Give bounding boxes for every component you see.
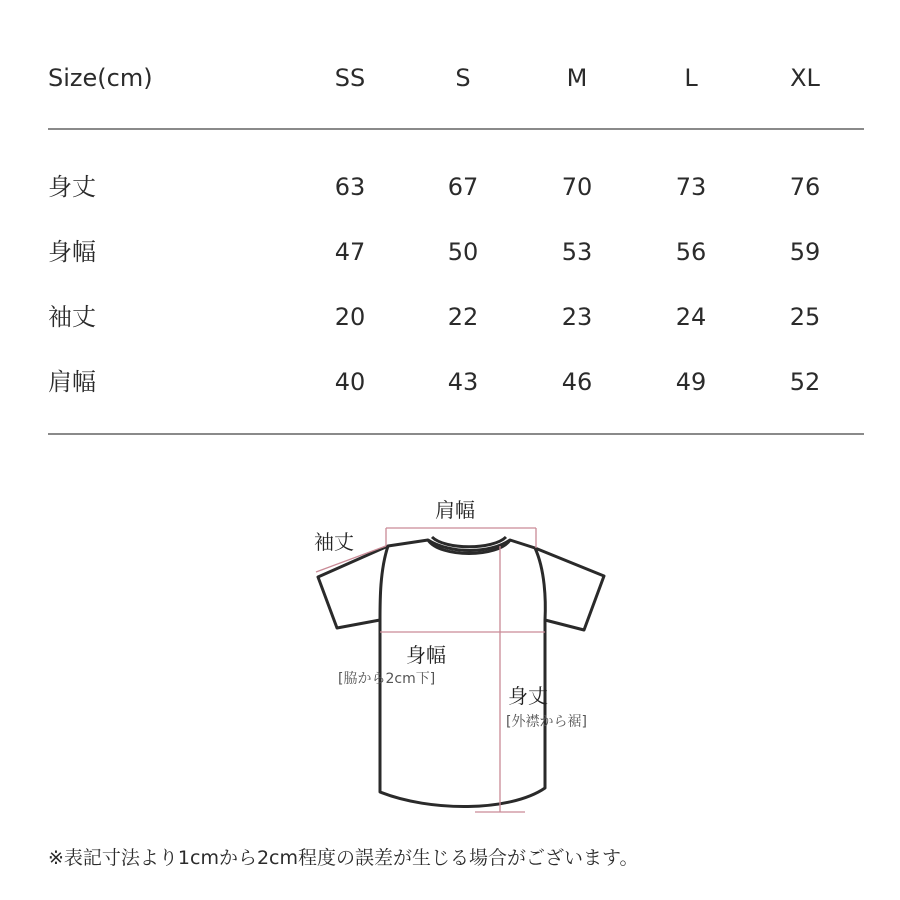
table-cell: 25 (789, 303, 821, 331)
table-cell: 70 (561, 173, 593, 201)
table-cell: 43 (447, 368, 479, 396)
table-cell: 47 (334, 238, 366, 266)
tshirt-measurement-diagram (300, 490, 630, 830)
table-bottom-divider (48, 433, 864, 435)
row-label-sleeve-length: 袖丈 (48, 303, 96, 331)
table-cell: 59 (789, 238, 821, 266)
size-header-m: M (566, 64, 588, 92)
size-header-l: L (684, 64, 698, 92)
size-header-xl: XL (790, 64, 820, 92)
left-sleeve-seam (380, 546, 388, 620)
measurement-disclaimer: ※表記寸法より1cmから2cm程度の誤差が生じる場合がございます。 (48, 847, 639, 869)
table-cell: 76 (789, 173, 821, 201)
header-divider (48, 128, 864, 130)
table-cell: 49 (675, 368, 707, 396)
size-header-label: Size(cm) (48, 64, 153, 92)
diagram-note-length: [外襟から裾] (506, 714, 587, 730)
table-cell: 40 (334, 368, 366, 396)
diagram-note-width: [脇から2cm下] (338, 671, 436, 687)
table-cell: 23 (561, 303, 593, 331)
table-cell: 20 (334, 303, 366, 331)
row-label-body-width: 身幅 (48, 238, 96, 266)
right-sleeve-seam (535, 548, 545, 620)
table-cell: 56 (675, 238, 707, 266)
table-cell: 50 (447, 238, 479, 266)
row-label-shoulder-width: 肩幅 (48, 368, 96, 396)
table-cell: 63 (334, 173, 366, 201)
table-cell: 67 (447, 173, 479, 201)
size-header-ss: SS (334, 64, 366, 92)
table-cell: 46 (561, 368, 593, 396)
diagram-label-width: 身幅 (406, 643, 446, 667)
diagram-label-length: 身丈 (508, 684, 548, 708)
table-cell: 52 (789, 368, 821, 396)
row-label-body-length: 身丈 (48, 173, 96, 201)
table-cell: 24 (675, 303, 707, 331)
size-header-s: S (455, 64, 471, 92)
diagram-label-sleeve: 袖丈 (314, 530, 354, 554)
table-cell: 53 (561, 238, 593, 266)
table-cell: 22 (447, 303, 479, 331)
table-cell: 73 (675, 173, 707, 201)
diagram-label-shoulder: 肩幅 (435, 498, 475, 522)
